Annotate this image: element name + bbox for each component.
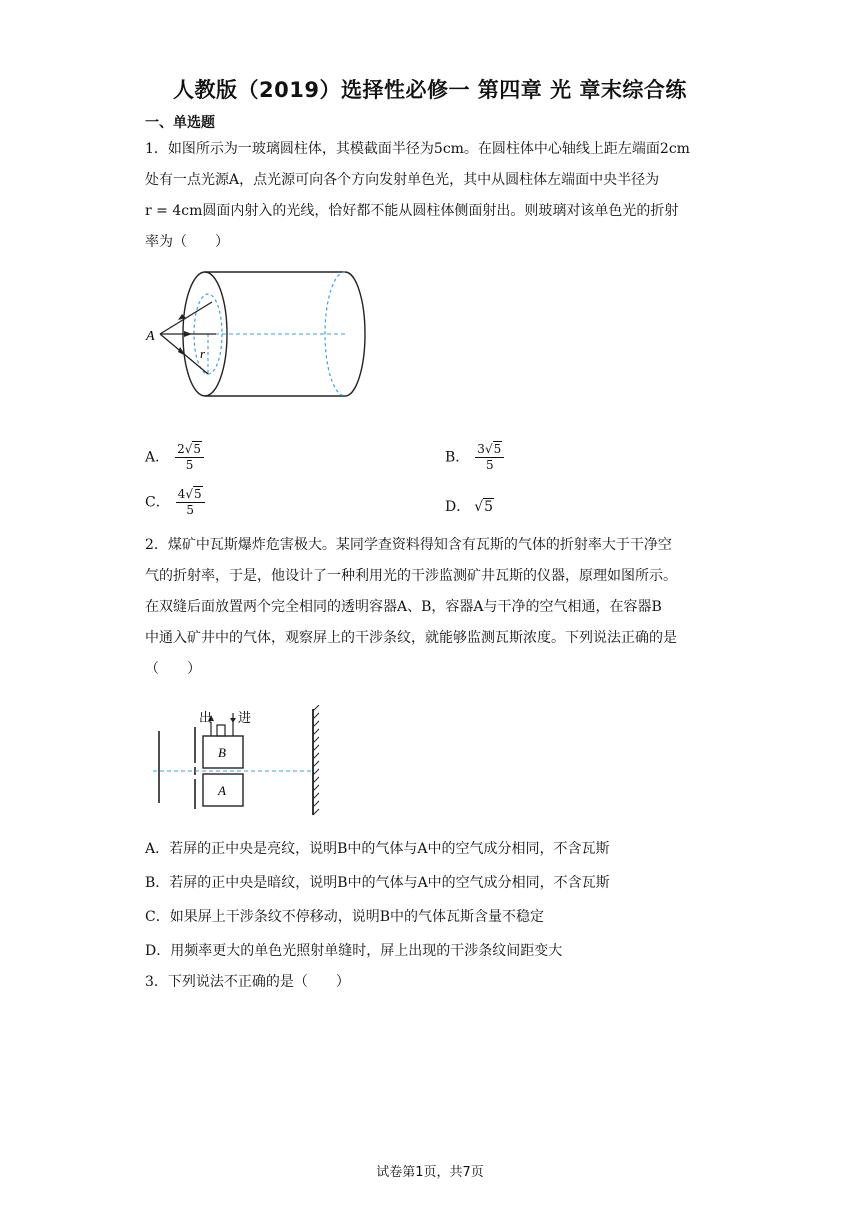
- option-d[interactable]: [445, 496, 494, 516]
- coef: 3: [477, 442, 485, 456]
- source-label-a: A: [146, 329, 155, 344]
- question-2-line: 2．煤矿中瓦斯爆炸危害极大。某同学查资料得知含有瓦斯的气体的折射率大于干净空: [145, 537, 672, 553]
- coef: 2: [177, 442, 185, 456]
- fraction: $\frac{2√5}{5}$: [175, 442, 204, 473]
- option-letter: C．: [145, 494, 170, 511]
- denominator: 5: [186, 503, 194, 517]
- option-b[interactable]: B．若屏的正中央是暗纹，说明B中的气体与A中的空气成分相同，不含瓦斯: [145, 875, 610, 891]
- option-letter: D．: [445, 499, 471, 515]
- radius-label-r: r: [200, 346, 206, 361]
- question-3-text: [145, 967, 725, 998]
- option-letter: A．: [145, 449, 170, 466]
- question-2-options: [145, 832, 725, 968]
- page-title: 人教版（2019）选择性必修一 第四章 光 章末综合练: [173, 78, 687, 102]
- denominator: 5: [485, 458, 494, 472]
- label-out: 出: [199, 710, 213, 725]
- question-2-line: 在双缝后面放置两个完全相同的透明容器A、B，容器A与干净的空气相通，在容器B: [145, 599, 662, 615]
- question-2-line: （ ）: [145, 661, 201, 677]
- cylinder-figure: [140, 262, 380, 407]
- option-b[interactable]: [445, 442, 504, 473]
- question-2-text: [145, 530, 725, 685]
- container-label-a: A: [218, 783, 226, 798]
- question-1-line: 率为（ ）: [145, 234, 229, 250]
- fraction: $\frac{3√5}{5}$: [475, 442, 504, 473]
- question-2-line: 中通入矿井中的气体，观察屏上的干涉条纹，就能够监测瓦斯浓度。下列说法正确的是: [145, 630, 677, 646]
- fraction: $\frac{4√5}{5}$: [176, 487, 205, 518]
- sqrt-expr: √5: [474, 499, 494, 515]
- section-title: 一、单选题: [145, 115, 215, 131]
- radicand: 5: [484, 499, 494, 515]
- coef: 4: [177, 487, 186, 501]
- option-letter: B．: [445, 449, 470, 466]
- denominator: 5: [185, 458, 194, 472]
- radicand: 5: [194, 487, 202, 501]
- option-c[interactable]: [145, 487, 205, 518]
- container-label-b: B: [218, 745, 226, 760]
- question-3-line: 3．下列说法不正确的是（ ）: [145, 974, 350, 990]
- interference-figure: [145, 705, 330, 817]
- question-1-text: [145, 134, 725, 258]
- option-a[interactable]: A．若屏的正中央是亮纹，说明B中的气体与A中的空气成分相同，不含瓦斯: [145, 841, 610, 857]
- question-1-line: 1．如图所示为一玻璃圆柱体，其模截面半径为5cm。在圆柱体中心轴线上距左端面2cm: [145, 141, 690, 157]
- question-2-line: 气的折射率，于是，他设计了一种利用光的干涉监测矿井瓦斯的仪器，原理如图所示。: [145, 568, 677, 584]
- option-c[interactable]: C．如果屏上干涉条纹不停移动，说明B中的气体瓦斯含量不稳定: [145, 909, 544, 925]
- option-d[interactable]: D．用频率更大的单色光照射单缝时，屏上出现的干涉条纹间距变大: [145, 943, 563, 959]
- radicand: 5: [493, 442, 502, 456]
- label-in: 进: [238, 710, 252, 725]
- question-1-line: 处有一点光源A，点光源可向各个方向发射单色光，其中从圆柱体左端面中央半径为: [145, 172, 660, 188]
- page-footer: 试卷第1页，共7页: [376, 1165, 484, 1180]
- question-1-line: r = 4cm圆面内射入的光线，恰好都不能从圆柱体侧面射出。则玻璃对该单色光的折射: [145, 203, 679, 219]
- radicand: 5: [193, 442, 202, 456]
- option-a[interactable]: [145, 442, 204, 473]
